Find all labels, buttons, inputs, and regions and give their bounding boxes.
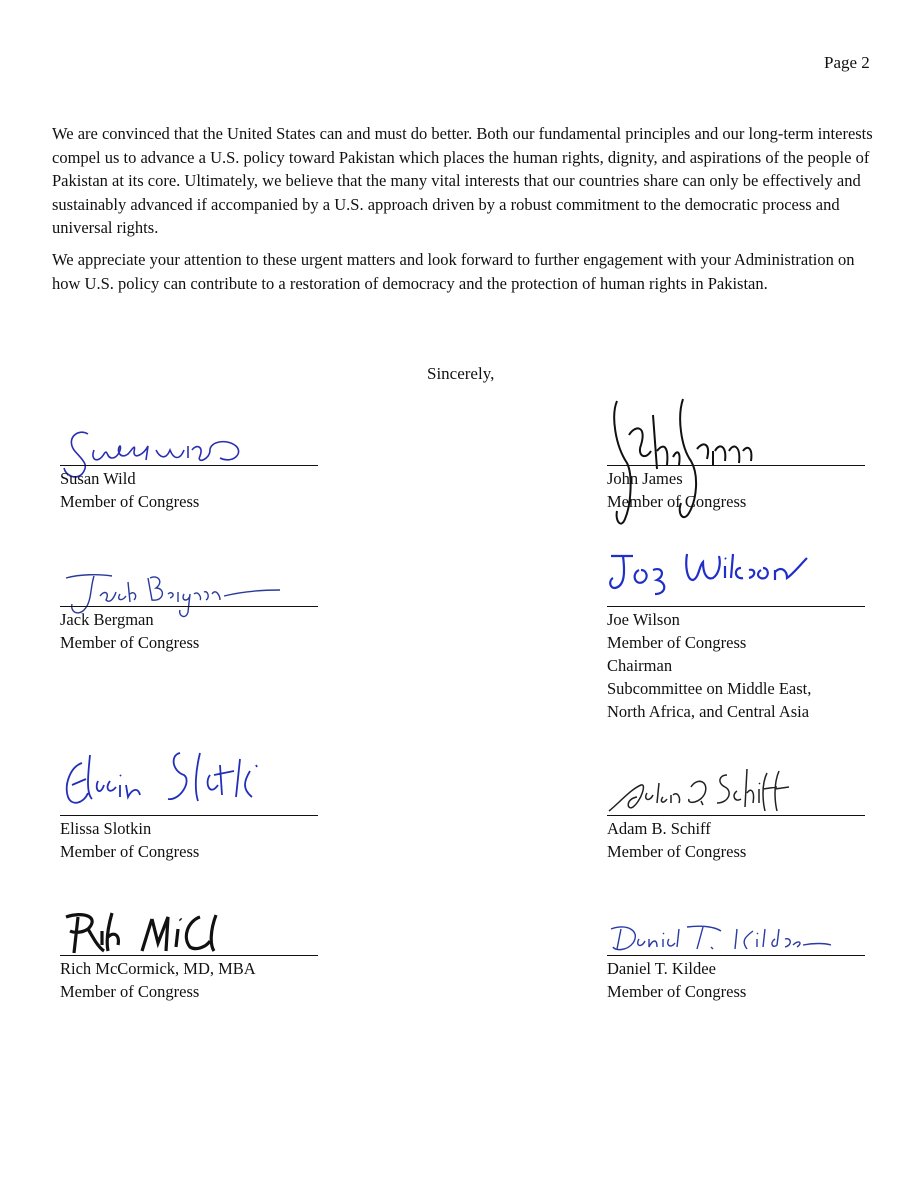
page-number: Page 2 <box>824 53 870 72</box>
signatory-name: Susan Wild <box>60 469 136 488</box>
additional-title-line: North Africa, and Central Asia <box>607 702 810 721</box>
handwritten-signature <box>607 548 837 610</box>
signatory-title: Member of Congress <box>607 492 747 511</box>
signatory-additional-titles <box>607 654 811 723</box>
handwritten-signature <box>60 907 260 959</box>
signatory-name: Joe Wilson <box>607 610 680 629</box>
signatory-name: Adam B. Schiff <box>607 819 711 838</box>
signatory-name: Daniel T. Kildee <box>607 959 716 978</box>
signatory-name: Jack Bergman <box>60 610 154 629</box>
signatory-title: Member of Congress <box>607 842 747 861</box>
handwritten-signature <box>60 745 290 817</box>
signature-line <box>60 606 318 607</box>
signature-line <box>60 955 318 956</box>
additional-title-line: Subcommittee on Middle East, <box>607 679 812 698</box>
signatory-name: Rich McCormick, MD, MBA <box>60 959 256 978</box>
handwritten-signature <box>607 763 807 819</box>
signatory-title: Member of Congress <box>607 982 747 1001</box>
signature-line <box>607 955 865 956</box>
body-paragraph-1: We are convinced that the United States can and must do better. Both our fundamental principles and our long-term interests compel us to advance a U.S. policy toward Pakistan which places the human rights, dignity, and aspirations of the people of Pakistan at its core. Ultimately, we believe that the many vital interests that our countries share can only be effectively and sustainably advanced if accompanied by a U.S. approach driven by a robust commitment to the democratic process and universal rights. <box>52 124 873 237</box>
additional-title-line: Chairman <box>607 656 673 675</box>
signatory-title: Member of Congress <box>607 633 747 652</box>
signatory-title: Member of Congress <box>60 492 200 511</box>
handwritten-signature <box>607 921 837 959</box>
signatory-name: Elissa Slotkin <box>60 819 152 838</box>
signature-line <box>60 465 318 466</box>
signature-line <box>607 606 865 607</box>
signature-line <box>607 815 865 816</box>
body-paragraph-2: We appreciate your attention to these urgent matters and look forward to further engagement with your Administration on how U.S. policy can contribute to a restoration of democracy and the protection of human rights in Pakistan. <box>52 250 855 293</box>
signatory-title: Member of Congress <box>60 633 200 652</box>
signature-line <box>60 815 318 816</box>
signatory-title: Member of Congress <box>60 842 200 861</box>
signatory-name: John James <box>607 469 683 488</box>
closing-salutation: Sincerely, <box>427 364 495 383</box>
signature-line <box>607 465 865 466</box>
signatory-title: Member of Congress <box>60 982 200 1001</box>
